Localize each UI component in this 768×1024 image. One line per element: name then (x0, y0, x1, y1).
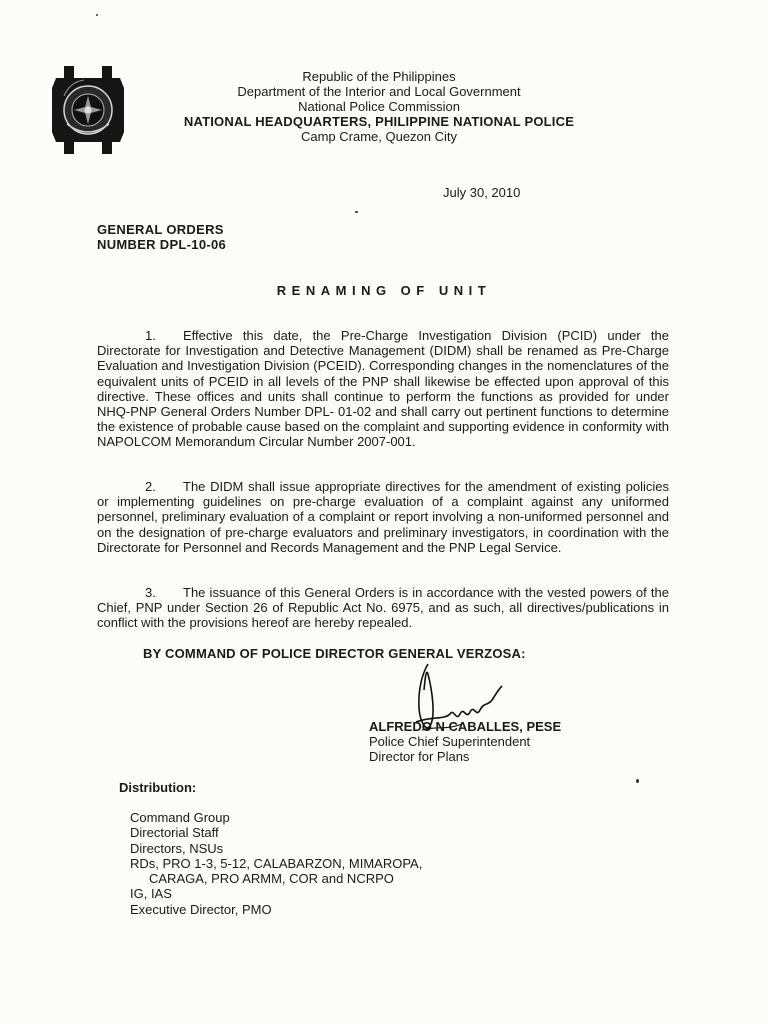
distribution-label: Distribution: (119, 780, 197, 795)
header-dilg: Department of the Interior and Local Government (237, 84, 521, 99)
signatory-rank: Police Chief Superintendent (369, 734, 531, 749)
paragraph-3 (97, 585, 669, 631)
distribution-item: IG, IAS (130, 886, 172, 902)
document-date: July 30, 2010 (443, 185, 521, 200)
paragraph-1 (97, 328, 669, 450)
distribution-item: Directors, NSUs (130, 840, 224, 856)
header-nhq: NATIONAL HEADQUARTERS, PHILIPPINE NATIONAL POLICE (183, 114, 575, 129)
distribution-item: RDs, PRO 1-3, 5-12, CALABARZON, MIMAROPA, (130, 855, 423, 871)
header-napolcom: National Police Commission (298, 99, 460, 114)
document-title: RENAMING OF UNIT (276, 283, 492, 298)
general-orders-number: NUMBER DPL-10-06 (97, 237, 227, 252)
paragraph-text: Effective this date, the Pre-Charge Investigation Division (PCID) under the Directorate for Investigation and Detective Management (DIDM) shall be renamed as Pre-Charge Evaluation and Investigation Division (PCEID). Corresponding changes in the nomenclatures of the equivalent units of PCEID in all levels of the PNP shall likewise be effected upon approval of this directive. These offices and units shall continue to perform the functions as provided for under NHQ-PNP General Orders Number DPL- 01-02 and shall carry out pertinent functions to determine the existence of probable cause based on the complaint and supporting evidence in conformity with NAPOLCOM Memorandum Circular Number 2007-001. (97, 328, 669, 450)
scan-speck (355, 211, 358, 213)
distribution-item: Directorial Staff (130, 825, 219, 841)
paragraph-number: 1. (145, 328, 156, 343)
header-location: Camp Crame, Quezon City (300, 129, 458, 144)
paragraph-text: The DIDM shall issue appropriate directives for the amendment of existing policies or implementing guidelines on pre-charge evaluation of a complaint against any uniformed personnel, preliminary evaluation of a complaint or report involving a non-uniformed personnel and on the designation of pre-charge evaluators and preliminary investigators, in coordination with the Directorate for Personnel and Records Management and the PNP Legal Service. (97, 479, 669, 555)
header-republic: Republic of the Philippines (302, 69, 456, 84)
signatory-name: ALFREDO N CABALLES, PESE (369, 719, 562, 734)
scan-speck (636, 779, 639, 783)
general-orders-label: GENERAL ORDERS (97, 222, 224, 237)
scan-speck (96, 14, 98, 16)
letterhead (150, 69, 608, 144)
paragraph-number: 2. (145, 479, 156, 494)
paragraph-text: The issuance of this General Orders is in accordance with the vested powers of the Chief, PNP under Section 26 of Republic Act No. 6975, and as such, all directives/publications in conflict with the provisions hereof are hereby repealed. (97, 585, 669, 631)
general-orders-block (97, 222, 226, 252)
distribution-item: Command Group (130, 810, 230, 825)
distribution-list (130, 810, 422, 917)
distribution-item: CARAGA, PRO ARMM, COR and NCRPO (149, 871, 394, 887)
paragraph-number: 3. (145, 585, 156, 600)
paragraph-2 (97, 479, 669, 555)
signatory-block (369, 719, 561, 764)
distribution-item: Executive Director, PMO (130, 901, 272, 917)
signatory-position: Director for Plans (369, 749, 470, 764)
command-line: BY COMMAND OF POLICE DIRECTOR GENERAL VERZOSA: (143, 646, 526, 661)
pnp-seal-logo (50, 62, 126, 158)
